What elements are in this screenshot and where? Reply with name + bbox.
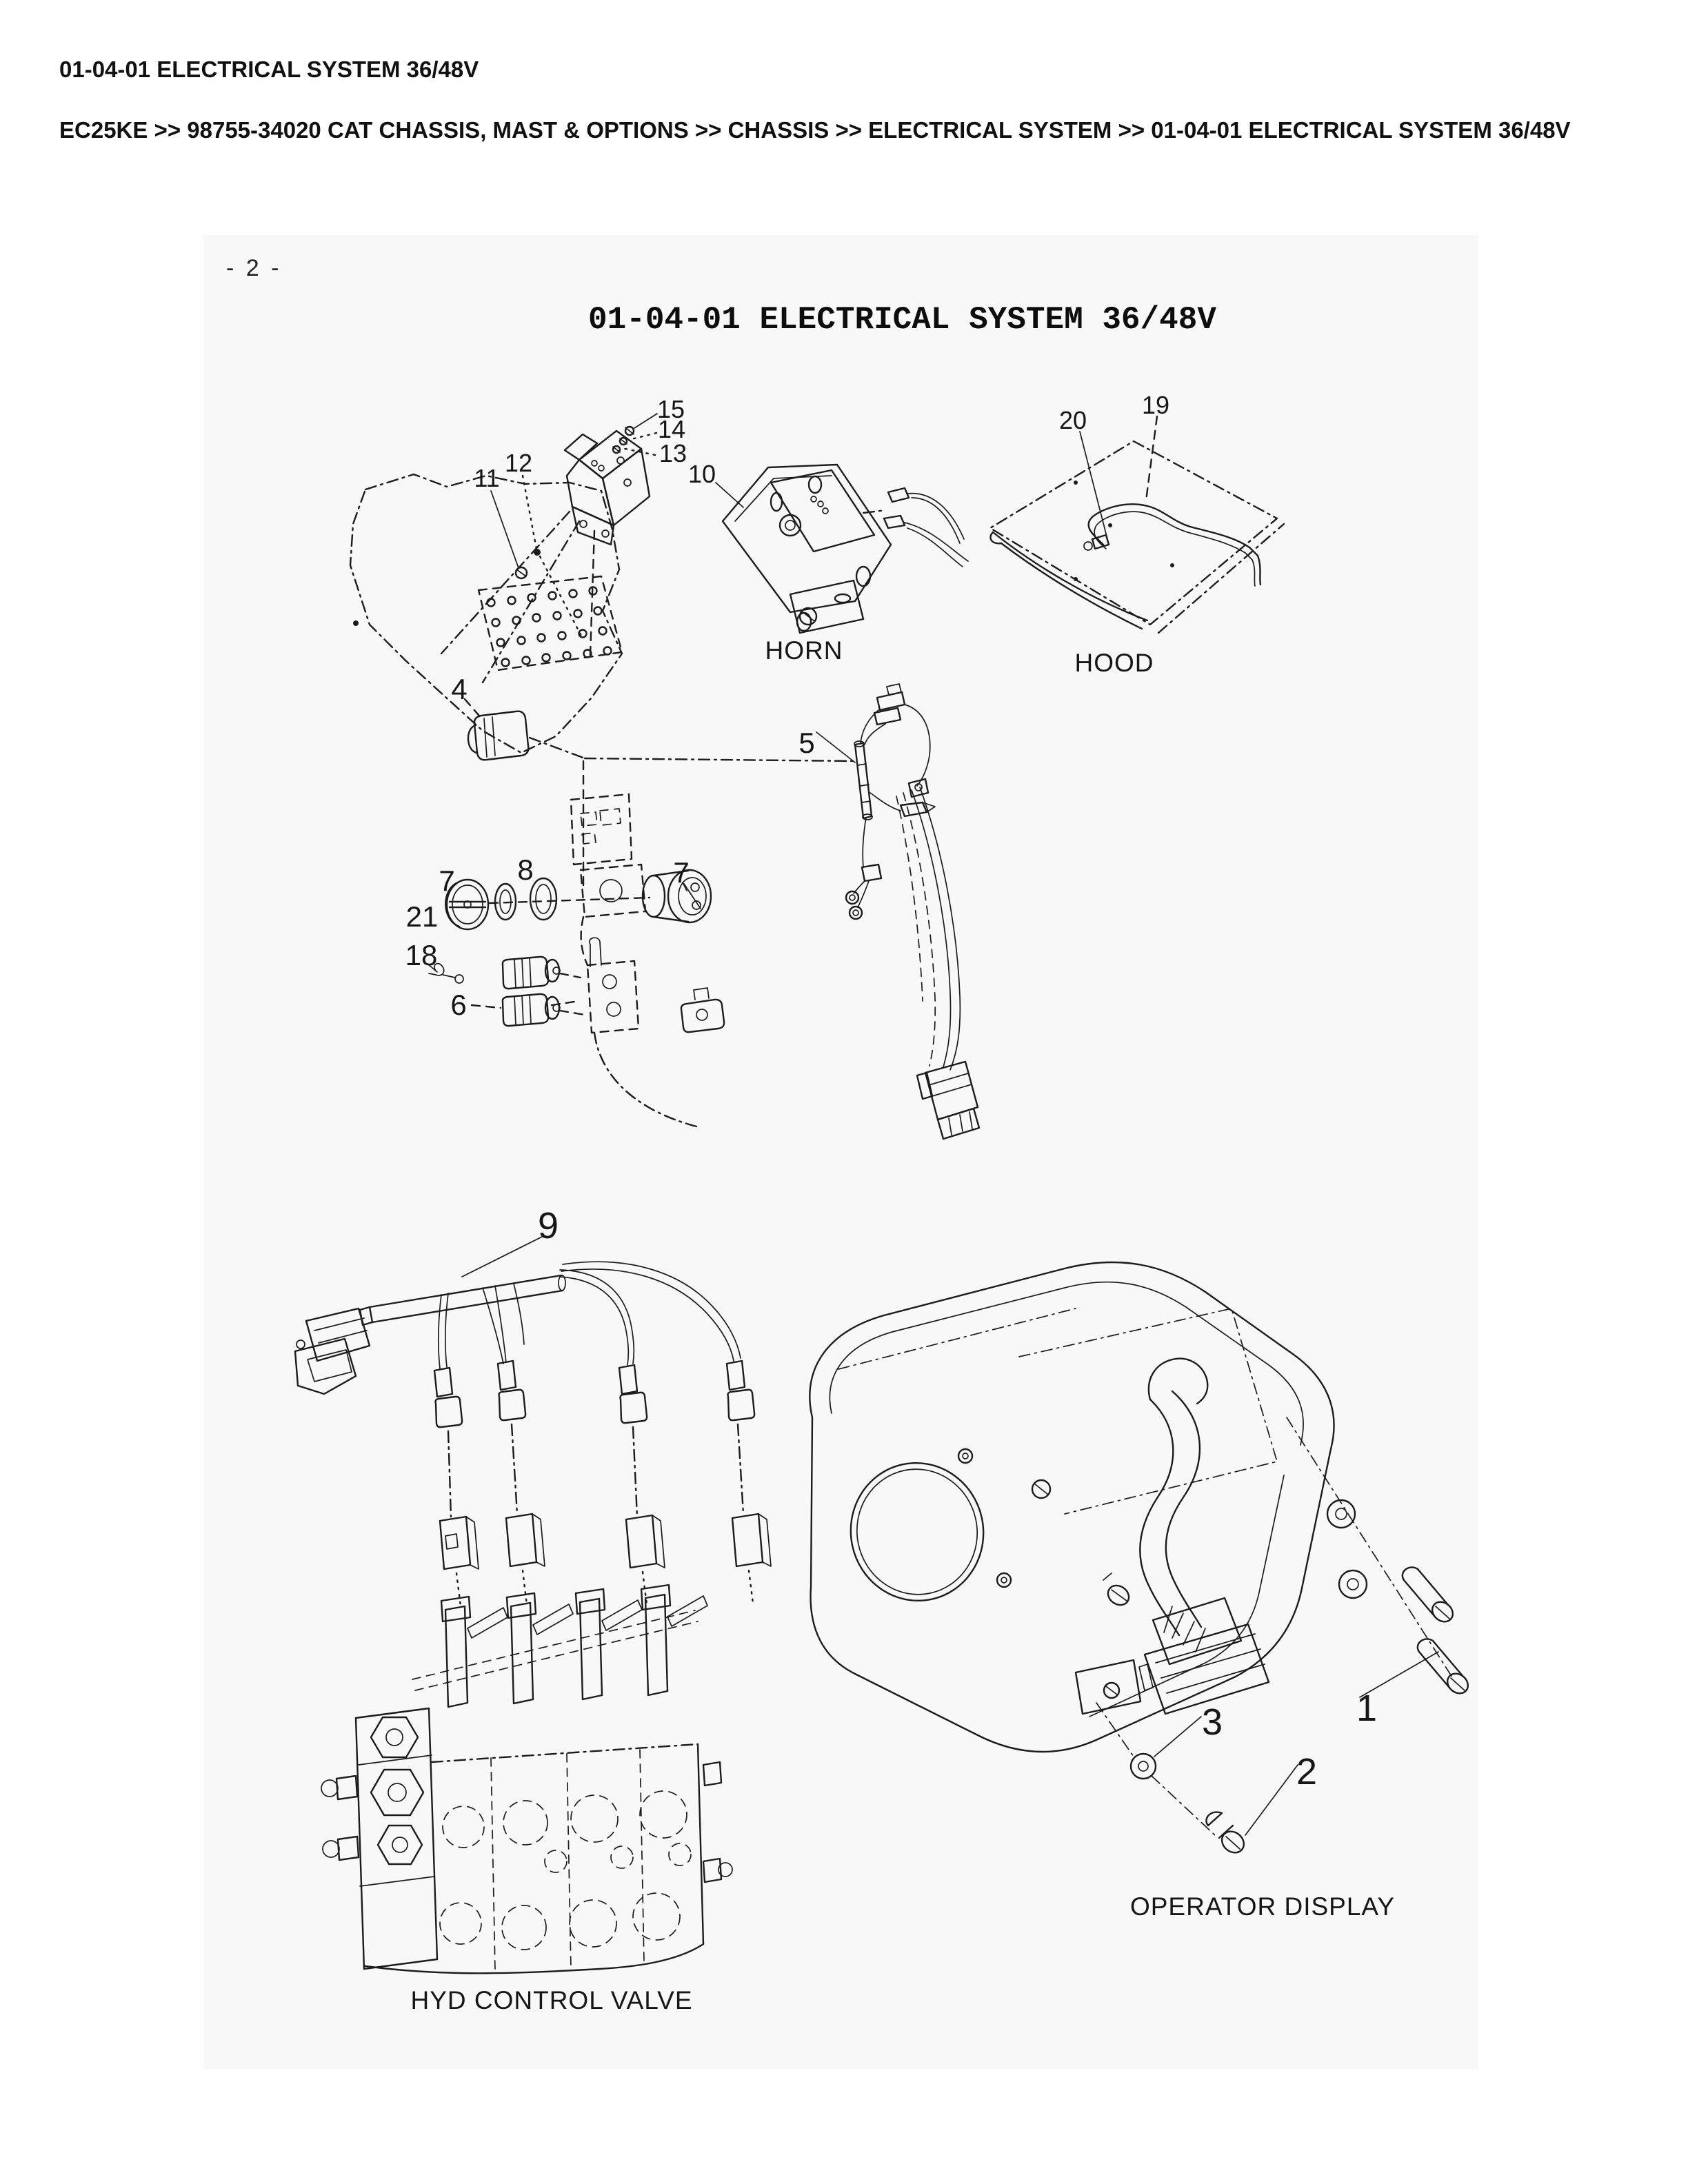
- floor-panel-drawing: [350, 474, 622, 753]
- part-label-4: 4: [451, 673, 468, 705]
- hood-caption: HOOD: [1074, 649, 1154, 677]
- part-label-11: 11: [474, 464, 500, 492]
- part-label-7a: 7: [439, 865, 455, 897]
- console-drawing: [428, 761, 724, 1126]
- valve-drawing: [321, 1585, 732, 1973]
- part-label-8: 8: [517, 853, 534, 886]
- display-drawing: [810, 1262, 1471, 1857]
- diagram-title: 01-04-01 ELECTRICAL SYSTEM 36/48V: [588, 302, 1216, 338]
- operator-display-caption: OPERATOR DISPLAY: [1129, 1892, 1396, 1921]
- horn-caption: HORN: [765, 636, 843, 665]
- part-label-6: 6: [450, 989, 467, 1021]
- sheet-number: - 2 -: [226, 255, 282, 281]
- part-label-1: 1: [1356, 1688, 1378, 1729]
- part-label-14: 14: [657, 415, 686, 443]
- part-label-18: 18: [405, 939, 438, 971]
- harness9-drawing: [295, 1237, 771, 1606]
- part-label-7b: 7: [673, 856, 690, 889]
- part-label-21: 21: [405, 900, 439, 933]
- part-label-15: 15: [656, 395, 685, 423]
- part-label-9: 9: [537, 1205, 559, 1246]
- part-label-12: 12: [504, 449, 533, 477]
- part-label-13: 13: [659, 439, 687, 467]
- part-label-10: 10: [687, 460, 716, 488]
- part-label-2: 2: [1296, 1751, 1318, 1792]
- part-label-20: 20: [1058, 406, 1087, 434]
- hood-drawing: [990, 416, 1284, 633]
- switch-drawing: [465, 699, 855, 761]
- relay-box-drawing: [441, 414, 657, 682]
- part-label-3: 3: [1201, 1701, 1223, 1743]
- page-title: 01-04-01 ELECTRICAL SYSTEM 36/48V: [59, 57, 479, 82]
- part-label-19: 19: [1141, 391, 1170, 419]
- part-label-5: 5: [798, 727, 815, 759]
- horn-drawing: [716, 465, 968, 633]
- breadcrumb[interactable]: EC25KE >> 98755-34020 CAT CHASSIS, MAST & OPTIONS >> CHASSIS >> ELECTRICAL SYSTEM >> 01-04-01 ELECTRICAL SYSTEM 36/48V: [59, 117, 1571, 143]
- hyd-control-valve-caption: HYD CONTROL VALVE: [410, 1986, 693, 2014]
- harness5-drawing: [816, 684, 979, 1139]
